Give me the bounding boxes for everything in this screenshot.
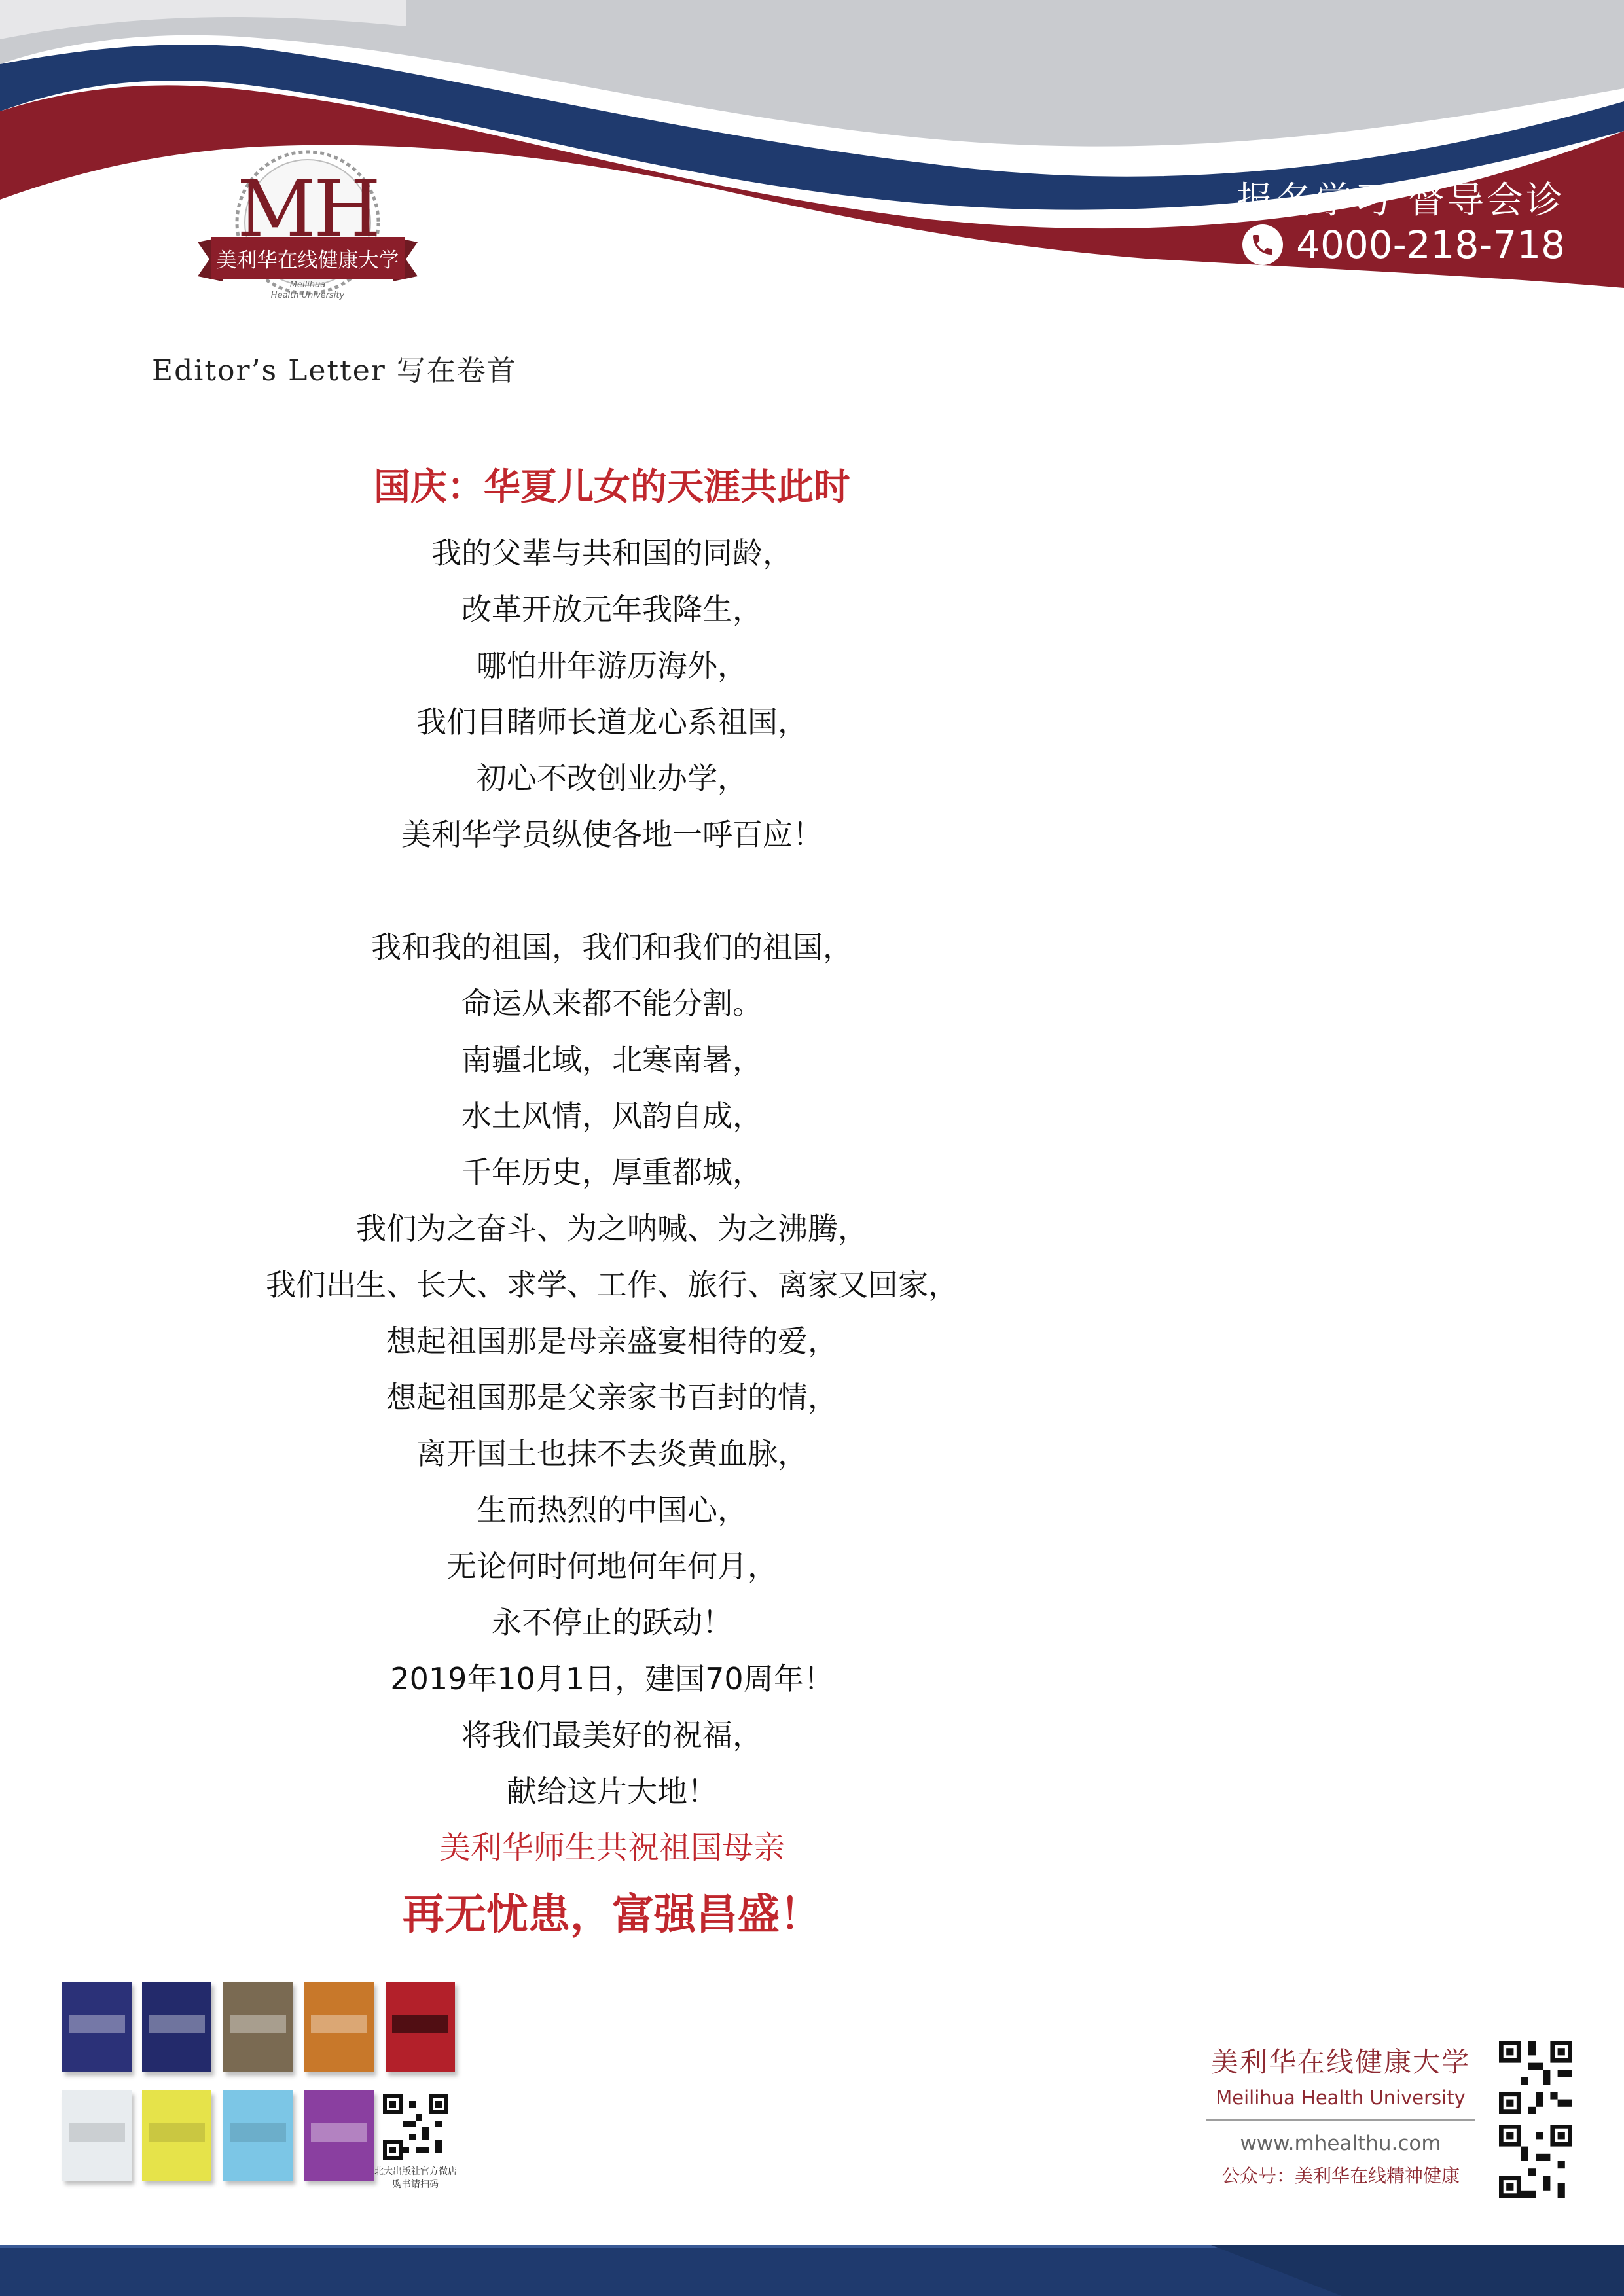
logo-monogram: MH bbox=[237, 164, 378, 254]
logo-english-name bbox=[196, 280, 419, 301]
book-cover bbox=[223, 1982, 293, 2072]
footer-website[interactable]: www.mhealthu.com bbox=[1240, 2132, 1441, 2155]
book-cover bbox=[142, 1982, 211, 2072]
footer-bar bbox=[0, 2245, 1624, 2296]
poem-line: 离开国土也抹不去炎黄血脉， bbox=[416, 1436, 808, 1471]
section-label: Editor’s Letter 写在卷首 bbox=[152, 354, 517, 387]
poem-line: 我们为之奋斗、为之呐喊、为之沸腾， bbox=[356, 1211, 868, 1246]
poem-line: 改革开放元年我降生， bbox=[461, 592, 763, 627]
poem-line: 无论何时何地何年何月， bbox=[446, 1549, 778, 1584]
poem-line: 2019年10月1日，建国70周年！ bbox=[390, 1661, 834, 1696]
book-cover bbox=[304, 2090, 374, 2181]
poem-line: 南疆北域，北寒南暑， bbox=[461, 1042, 763, 1077]
poem-title: 国庆：华夏儿女的天涯共此时 bbox=[374, 466, 850, 509]
footer-divider bbox=[1206, 2119, 1475, 2121]
poem-final-line: 再无忧患，富强昌盛！ bbox=[403, 1891, 821, 1939]
book-cover bbox=[223, 2090, 293, 2181]
header-phone bbox=[1242, 223, 1565, 267]
poem-line: 我们目睹师长道龙心系祖国， bbox=[416, 704, 808, 740]
wechat-qr-code[interactable] bbox=[1499, 2125, 1572, 2198]
book-cover bbox=[142, 2090, 211, 2181]
poem-line: 我的父辈与共和国的同龄， bbox=[431, 535, 793, 571]
poem-line: 千年历史，厚重都城， bbox=[461, 1155, 763, 1190]
footer-info bbox=[1200, 2041, 1481, 2188]
poem-line: 我和我的祖国，我们和我们的祖国， bbox=[371, 929, 853, 965]
poem bbox=[0, 458, 1224, 1941]
shop-qr-code[interactable] bbox=[383, 2094, 448, 2160]
poem-line: 水土风情，风韵自成， bbox=[461, 1098, 763, 1134]
poem-line: 永不停止的跃动！ bbox=[492, 1605, 732, 1640]
book-cover bbox=[62, 2090, 132, 2181]
stanza-gap bbox=[0, 863, 1224, 919]
poem-line: 献给这片大地！ bbox=[507, 1774, 717, 1809]
poem-line: 命运从来都不能分割。 bbox=[461, 986, 763, 1021]
shop-qr-caption-line2: 购书请扫码 bbox=[393, 2179, 439, 2190]
footer-university-name: 美利华在线健康大学 bbox=[1210, 2046, 1470, 2078]
poem-blessing: 美利华师生共祝祖国母亲 bbox=[439, 1829, 785, 1866]
book-cover bbox=[386, 1982, 455, 2072]
logo-english-line2: Health University bbox=[270, 291, 345, 300]
header-slogan: 报名学习 督导会诊 bbox=[1236, 179, 1565, 222]
footer-wechat: 公众号：美利华在线精神健康 bbox=[1221, 2165, 1460, 2187]
phone-number: 4000-218-718 bbox=[1296, 223, 1565, 267]
poem-line: 生而热烈的中国心， bbox=[477, 1492, 748, 1528]
poem-line: 将我们最美好的祝福， bbox=[461, 1717, 763, 1753]
phone-icon bbox=[1242, 224, 1283, 265]
logo-english-line1: Meilihua bbox=[289, 280, 326, 290]
shop-qr-caption-line1: 北大出版社官方微店 bbox=[374, 2166, 457, 2177]
poem-line: 想起祖国那是母亲盛宴相待的爱， bbox=[386, 1323, 838, 1359]
logo-chinese-name: 美利华在线健康大学 bbox=[216, 248, 399, 272]
university-logo bbox=[196, 144, 419, 314]
book-cover bbox=[304, 1982, 374, 2072]
website-qr-code[interactable] bbox=[1499, 2041, 1572, 2114]
book-cover bbox=[62, 1982, 132, 2072]
poem-line: 美利华学员纵使各地一呼百应！ bbox=[401, 817, 823, 852]
poem-line: 初心不改创业办学， bbox=[477, 761, 748, 796]
poem-line: 哪怕卅年游历海外， bbox=[477, 648, 748, 683]
poem-line: 想起祖国那是父亲家书百封的情， bbox=[386, 1380, 838, 1415]
shop-qr-caption bbox=[370, 2165, 461, 2191]
poem-line: 我们出生、长大、求学、工作、旅行、离家又回家， bbox=[266, 1267, 958, 1302]
footer-university-english: Meilihua Health University bbox=[1216, 2087, 1466, 2109]
